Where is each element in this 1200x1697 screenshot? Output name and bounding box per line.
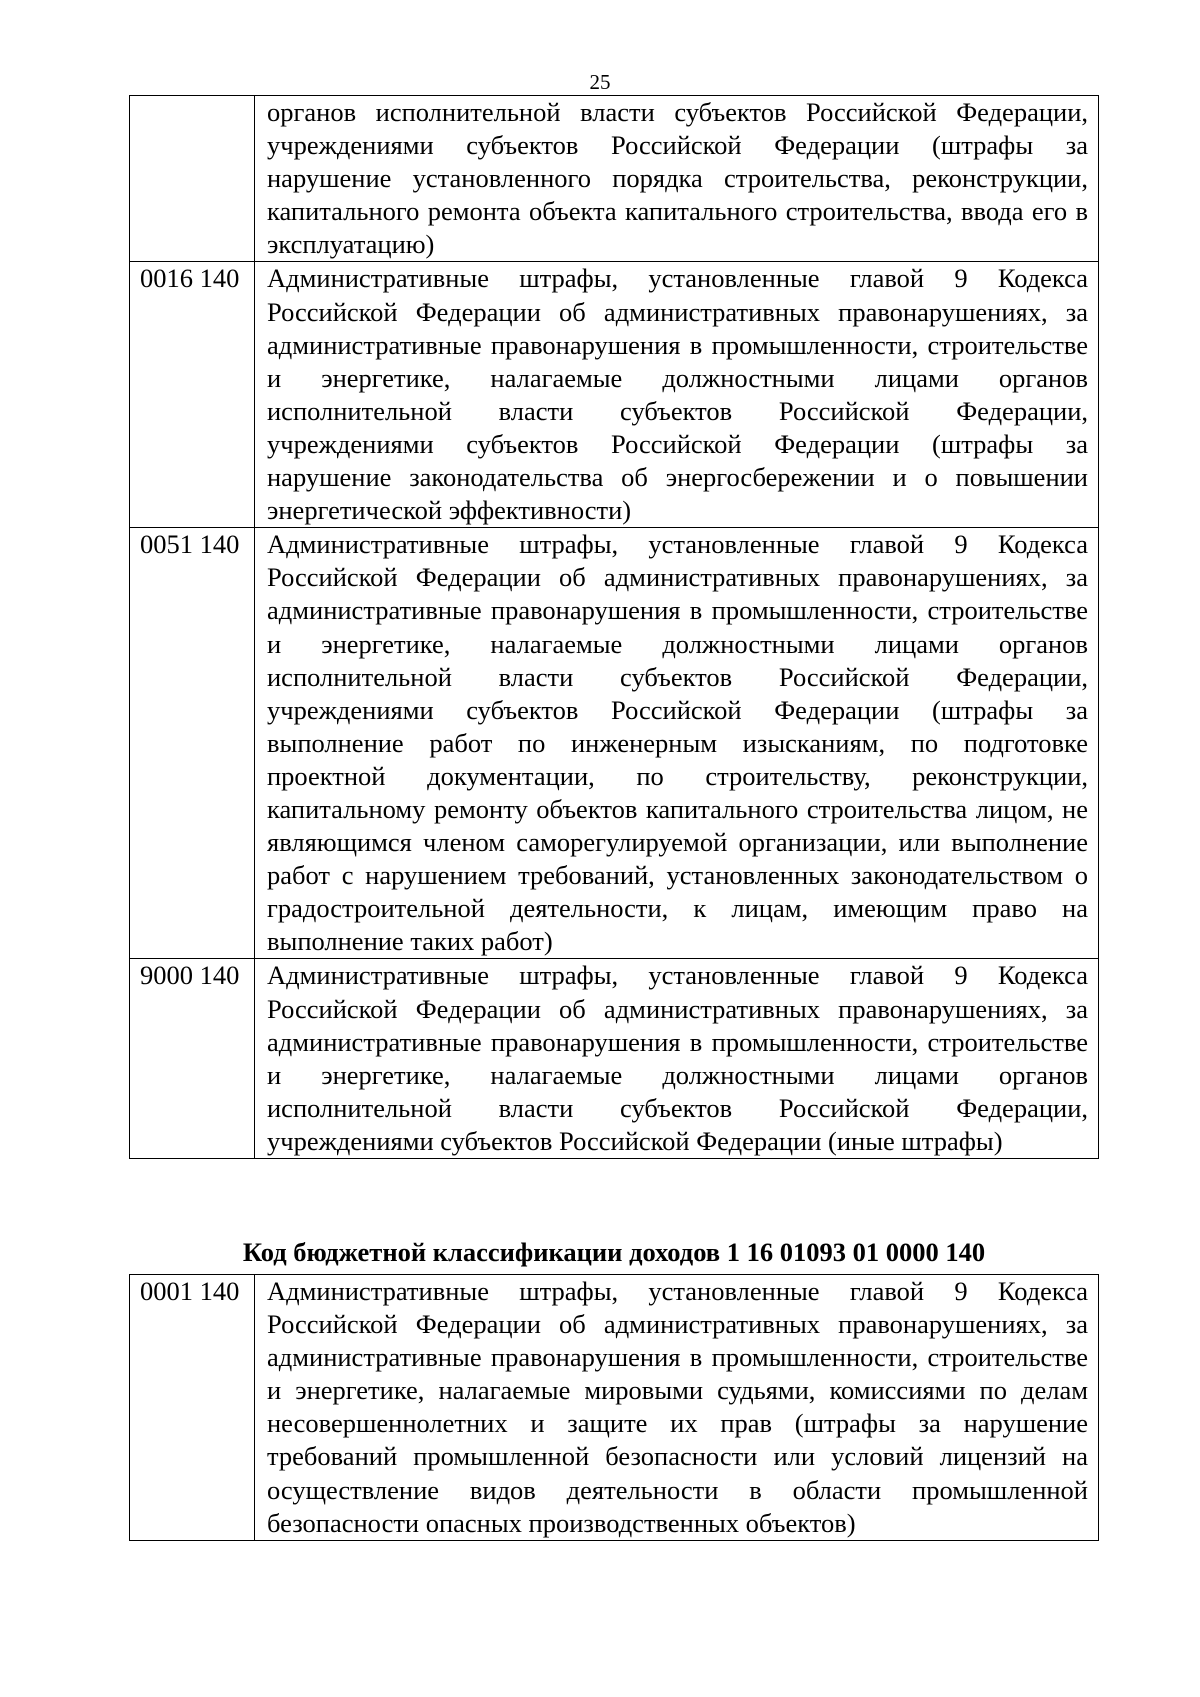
table-row <box>130 96 1099 262</box>
table-row <box>130 528 1099 959</box>
code-cell: 0051 140 <box>130 528 255 959</box>
description-cell: органов исполнительной власти субъектов Российской Федерации, учреждениями субъектов Российской Федерации (штрафы за нарушение установленного порядка строительства, реконструкции, капитального ремонта объекта капитального строительства, ввода его в эксплуатацию) <box>255 96 1099 262</box>
description-cell: Административные штрафы, установленные главой 9 Кодекса Российской Федерации об административных правонарушениях, за административные правонарушения в промышленности, строительстве и энергетике, налагаемые должностными лицами органов исполнительной власти субъектов Российской Федерации, учреждениями субъектов Российской Федерации (штрафы за выполнение работ по инженерным изысканиям, по подготовке проектной документации, по строительству, реконструкции, капитальному ремонту объектов капитального строительства лицом, не являющимся членом саморегулируемой организации, или выполнение работ с нарушением требований, установленных законодательством о градостроительной деятельности, к лицам, имеющим право на выполнение таких работ) <box>255 528 1099 959</box>
code-cell: 9000 140 <box>130 959 255 1159</box>
description-cell: Административные штрафы, установленные главой 9 Кодекса Российской Федерации об административных правонарушениях, за административные правонарушения в промышленности, строительстве и энергетике, налагаемые мировыми судьями, комиссиями по делам несовершеннолетних и защите их прав (штрафы за нарушение требований промышленной безопасности или условий лицензий на осуществление видов деятельности в области промышленной безопасности опасных производственных объектов) <box>255 1275 1099 1541</box>
budget-code-table <box>129 1274 1099 1541</box>
budget-code-table <box>129 95 1099 1159</box>
table-row <box>130 959 1099 1159</box>
code-cell: 0016 140 <box>130 262 255 528</box>
table-row <box>130 262 1099 528</box>
code-cell <box>130 96 255 262</box>
table-row <box>130 1275 1099 1541</box>
code-cell: 0001 140 <box>130 1275 255 1541</box>
description-cell: Административные штрафы, установленные главой 9 Кодекса Российской Федерации об административных правонарушениях, за административные правонарушения в промышленности, строительстве и энергетике, налагаемые должностными лицами органов исполнительной власти субъектов Российской Федерации, учреждениями субъектов Российской Федерации (штрафы за нарушение законодательства об энергосбережении и о повышении энергетической эффективности) <box>255 262 1099 528</box>
description-cell: Административные штрафы, установленные главой 9 Кодекса Российской Федерации об административных правонарушениях, за административные правонарушения в промышленности, строительстве и энергетике, налагаемые должностными лицами органов исполнительной власти субъектов Российской Федерации, учреждениями субъектов Российской Федерации (иные штрафы) <box>255 959 1099 1159</box>
page-number: 25 <box>589 70 611 94</box>
section-heading: Код бюджетной классификации доходов 1 16 01093 01 0000 140 <box>242 1237 986 1267</box>
